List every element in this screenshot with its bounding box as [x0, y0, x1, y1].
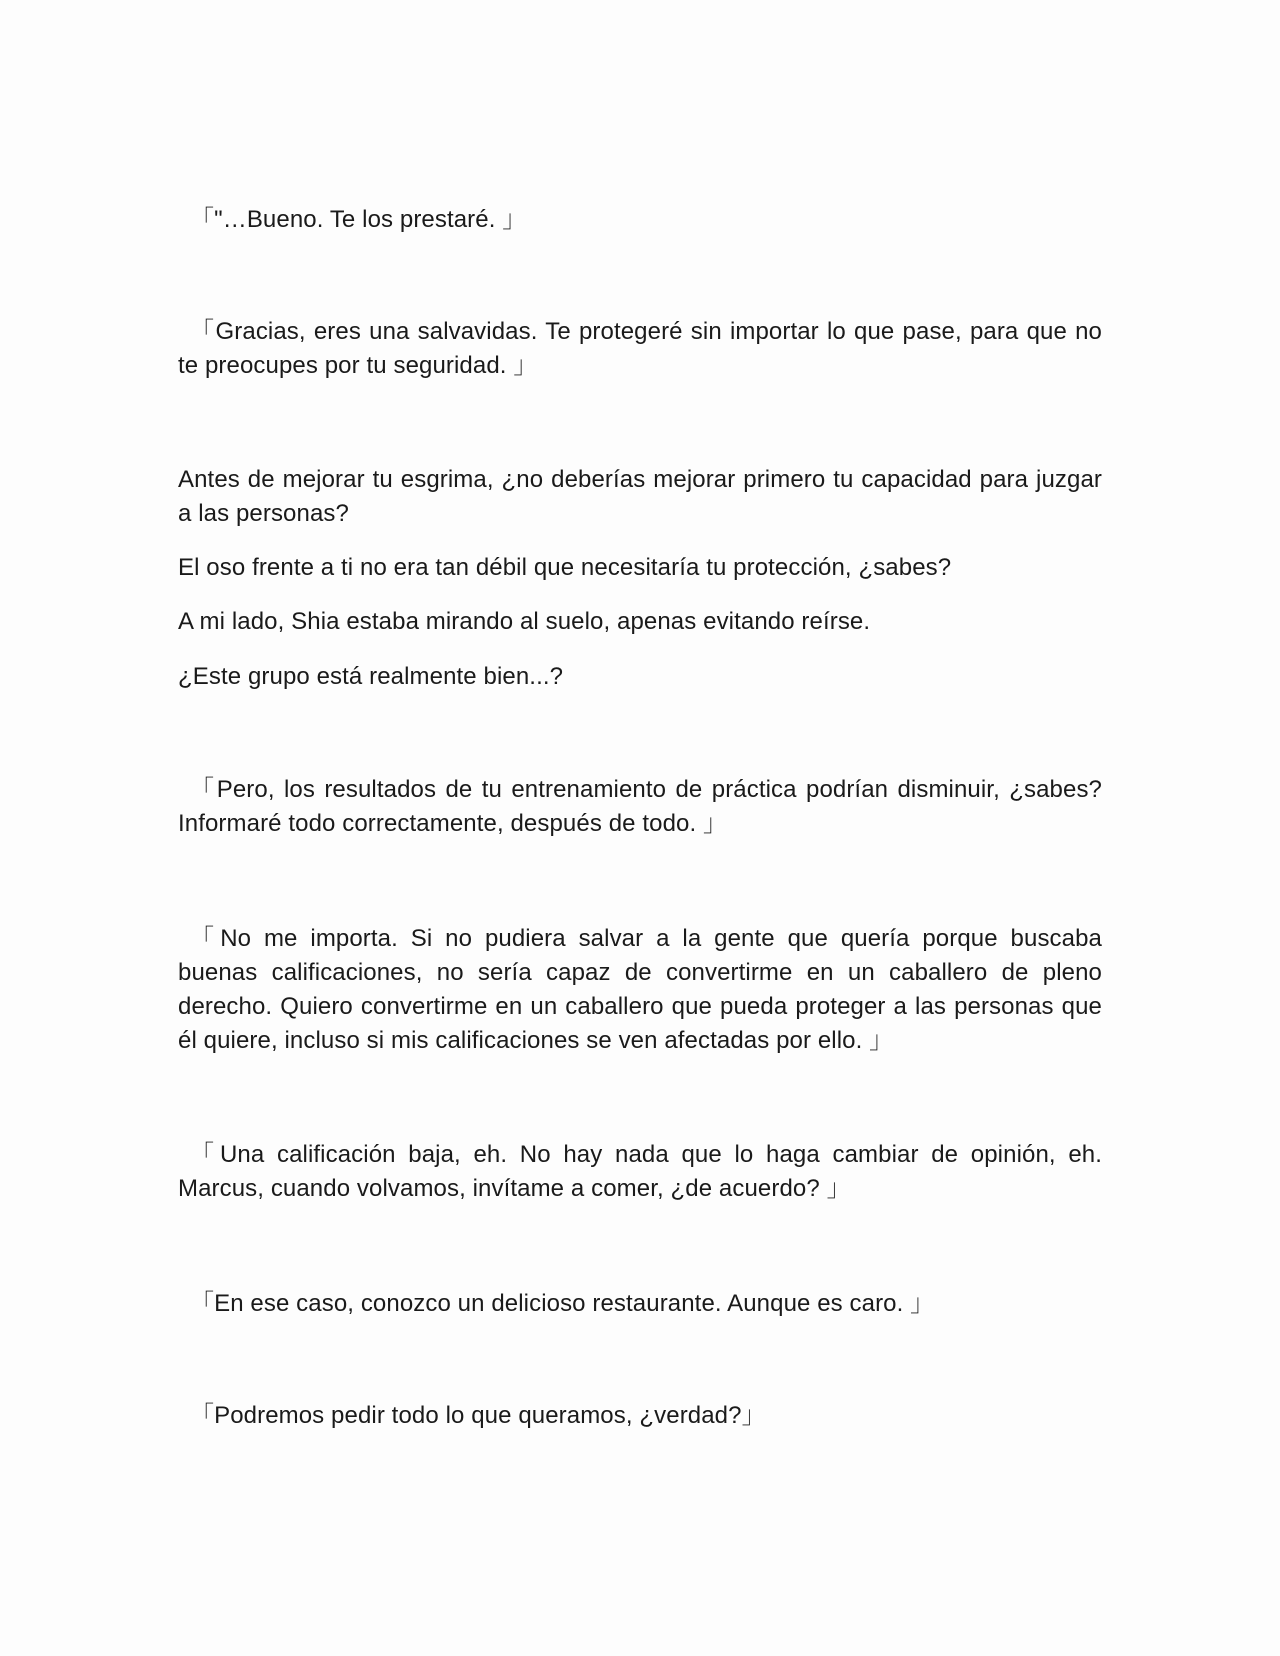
paragraph-5: A mi lado, Shia estaba mirando al suelo, apenas evitando reírse. — [178, 608, 871, 635]
paragraph-3: Antes de mejorar tu esgrima, ¿no deberías mejorar primero tu capacidad para juzgar a las personas? — [178, 466, 1102, 527]
paragraph-4: El oso frente a ti no era tan débil que necesitaría tu protección, ¿sabes? — [178, 554, 952, 581]
paragraph-9: 「Una calificación baja, eh. No hay nada que lo haga cambiar de opinión, eh. Marcus, cuando volvamos, invítame a comer, ¿de acuerdo? 」 — [178, 1141, 1102, 1202]
paragraph-11: 「Podremos pedir todo lo que queramos, ¿verdad?」 — [190, 1402, 766, 1429]
paragraph-2: 「Gracias, eres una salvavidas. Te protegeré sin importar lo que pase, para que no te preocupes por tu seguridad. 」 — [178, 318, 1102, 379]
paragraph-8: 「No me importa. Si no pudiera salvar a la gente que quería porque buscaba buenas calificaciones, no sería capaz de convertirme en un caballero de pleno derecho. Quiero convertirme en un caballero que pueda proteger a las personas que él quiere, incluso si mis calificaciones se ven afectadas por ello. 」 — [178, 925, 1102, 1054]
paragraph-1: 「"…Bueno. Te los prestaré. 」 — [190, 206, 527, 233]
paragraph-10: 「En ese caso, conozco un delicioso restaurante. Aunque es caro. 」 — [190, 1290, 935, 1317]
paragraph-7: 「Pero, los resultados de tu entrenamiento de práctica podrían disminuir, ¿sabes? Informaré todo correctamente, después de todo. 」 — [178, 776, 1102, 837]
paragraph-6: ¿Este grupo está realmente bien...? — [178, 663, 564, 690]
